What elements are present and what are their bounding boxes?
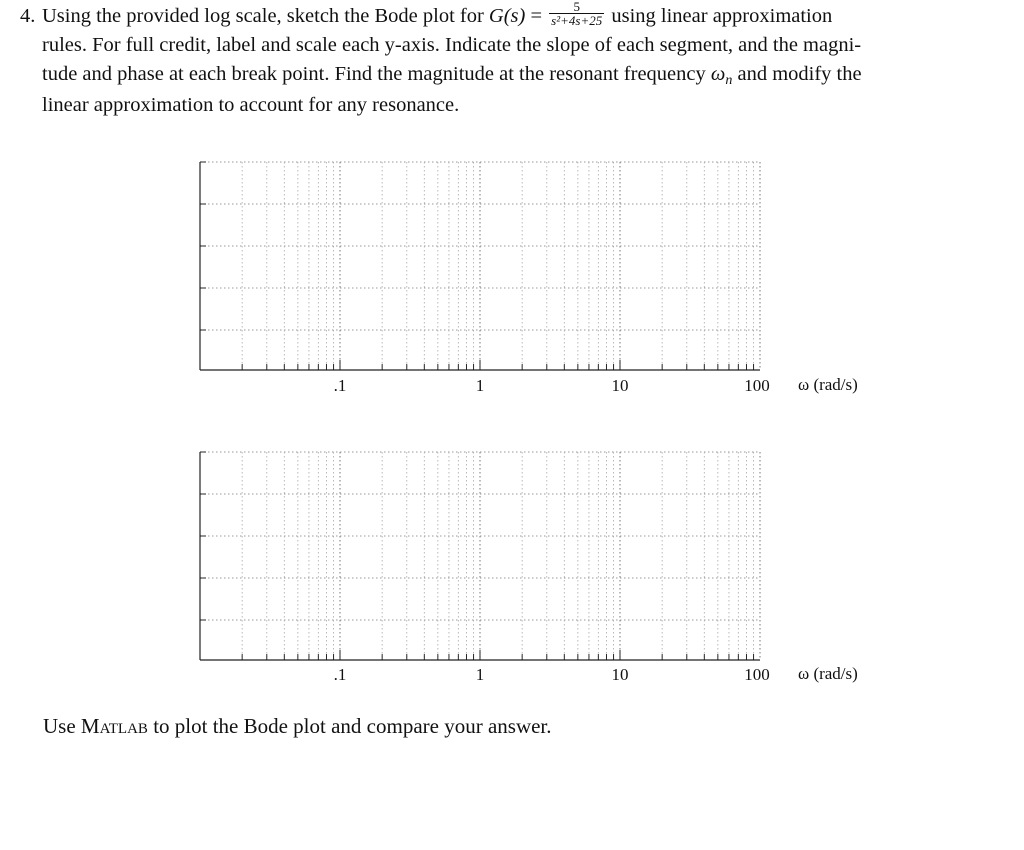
fraction-numerator: 5 (573, 0, 580, 14)
omega-subscript: n (725, 73, 733, 88)
tick-label-100: 100 (744, 665, 770, 684)
omega-symbol: ω (710, 63, 726, 85)
x-axis-unit-label: ω (rad/s) (798, 375, 858, 394)
x-axis-ticks (200, 162, 754, 370)
transfer-function-name: G(s) (488, 5, 526, 27)
x-axis-unit-label: ω (rad/s) (798, 664, 858, 683)
problem-line-2: rules. For full credit, label and scale each y-axis. Indicate the slope of each segment, and the magni- (42, 34, 862, 56)
problem-line-1: 4. Using the provided log scale, sketch the Bode plot for G(s) = $\frac{5}{\text{s²+4s+25}}$ using linear approximation (20, 2, 990, 31)
tick-label-1: 1 (475, 376, 485, 395)
problem-number: 4. (20, 5, 36, 27)
matlab-name: Matlab (80, 714, 148, 738)
x-axis-ticks (200, 452, 754, 660)
tick-label-0p1: .1 (333, 665, 347, 684)
grid-lines (200, 162, 760, 370)
transfer-function-fraction (549, 0, 604, 27)
problem-line-4: linear approximation to account for any resonance. (42, 94, 460, 116)
phase-plot-grid[interactable] (0, 440, 1024, 690)
tick-label-1: 1 (475, 665, 485, 684)
matlab-instruction: Use Matlab to plot the Bode plot and compare your answer. (43, 714, 552, 738)
tick-label-10: 10 (611, 665, 629, 684)
magnitude-plot-grid[interactable] (0, 150, 1024, 400)
tick-label-10: 10 (611, 376, 629, 395)
problem-line-3: tude and phase at each break point. Find the magnitude at the resonant frequency ωn and modify the (42, 63, 862, 88)
tick-label-100: 100 (744, 376, 770, 395)
fraction-denominator: s²+4s+25 (551, 12, 603, 28)
tick-label-0p1: .1 (333, 376, 347, 395)
grid-lines (200, 452, 760, 660)
problem-statement (20, 2, 990, 120)
